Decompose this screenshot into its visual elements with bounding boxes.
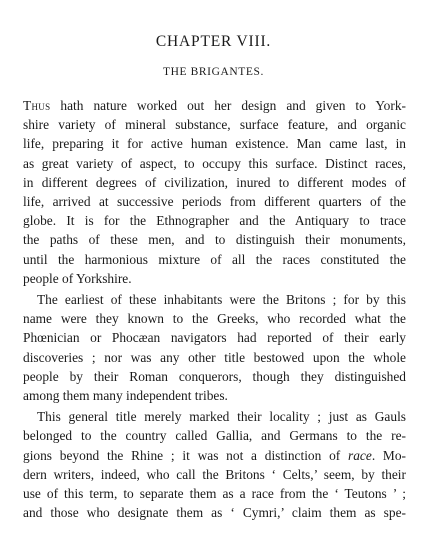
text-line: among them many independent tribes. [23,388,228,404]
chapter-heading: CHAPTER VIII. [155,33,272,50]
emphasis-word: race [348,447,372,463]
text-line: and those who designate them as ‘ Cymri,’ claim them as spe- [23,505,406,521]
text-line: shire variety of mineral substance, surface feature, and organic [23,117,406,133]
text-line: globe. It is for the Ethnographer and the Antiquary to trace [23,213,406,229]
chapter-title: THE BRIGANTES. [162,66,265,78]
text-line: until the harmonious mixture of all the races constituted the [23,251,406,267]
paragraph-1 [23,96,406,288]
text-line: Phœnician or Phocæan navigators had reported of their early [23,330,406,346]
drop-lead-word: Thus [23,98,51,113]
text-line: the paths of these men, and to distinguish their monuments, [23,232,406,248]
text-line: people of Yorkshire. [23,270,132,286]
paragraph-2 [23,290,406,405]
text-line: The earliest of these inhabitants were the Britons ; for by this [37,292,406,308]
text-line: life, preparing it for active human existence. Man came last, in [23,136,406,152]
text-line: gions beyond the Rhine ; it was not a distinction of race. Mo- [23,447,406,463]
text-line: This general title merely marked their locality ; just as Gauls [37,409,406,425]
text-line: people by their Roman conquerors, though they distinguished [23,368,406,384]
text-line: belonged to the country called Gallia, and Germans to the re- [23,428,406,444]
text-line: use of this term, to separate them as a race from the ‘ Teutons ’ ; [23,486,406,502]
body-text [23,96,406,522]
paragraph-3 [23,407,406,522]
text-line: Thus hath nature worked out her design and given to York- [23,98,406,113]
text-line: as great variety of aspect, to occupy this surface. Distinct races, [23,155,406,171]
text-line: dern writers, indeed, who call the Britons ‘ Celts,’ seem, by their [23,466,406,482]
text-line: name were they known to the Greeks, who recorded what the [23,311,406,327]
text-line: discoveries ; nor was any other title bestowed upon the whole [23,349,406,365]
text-line: life, arrived at successive periods from different quarters of the [23,194,406,210]
text-line: in different degrees of civilization, inured to different modes of [23,174,406,190]
